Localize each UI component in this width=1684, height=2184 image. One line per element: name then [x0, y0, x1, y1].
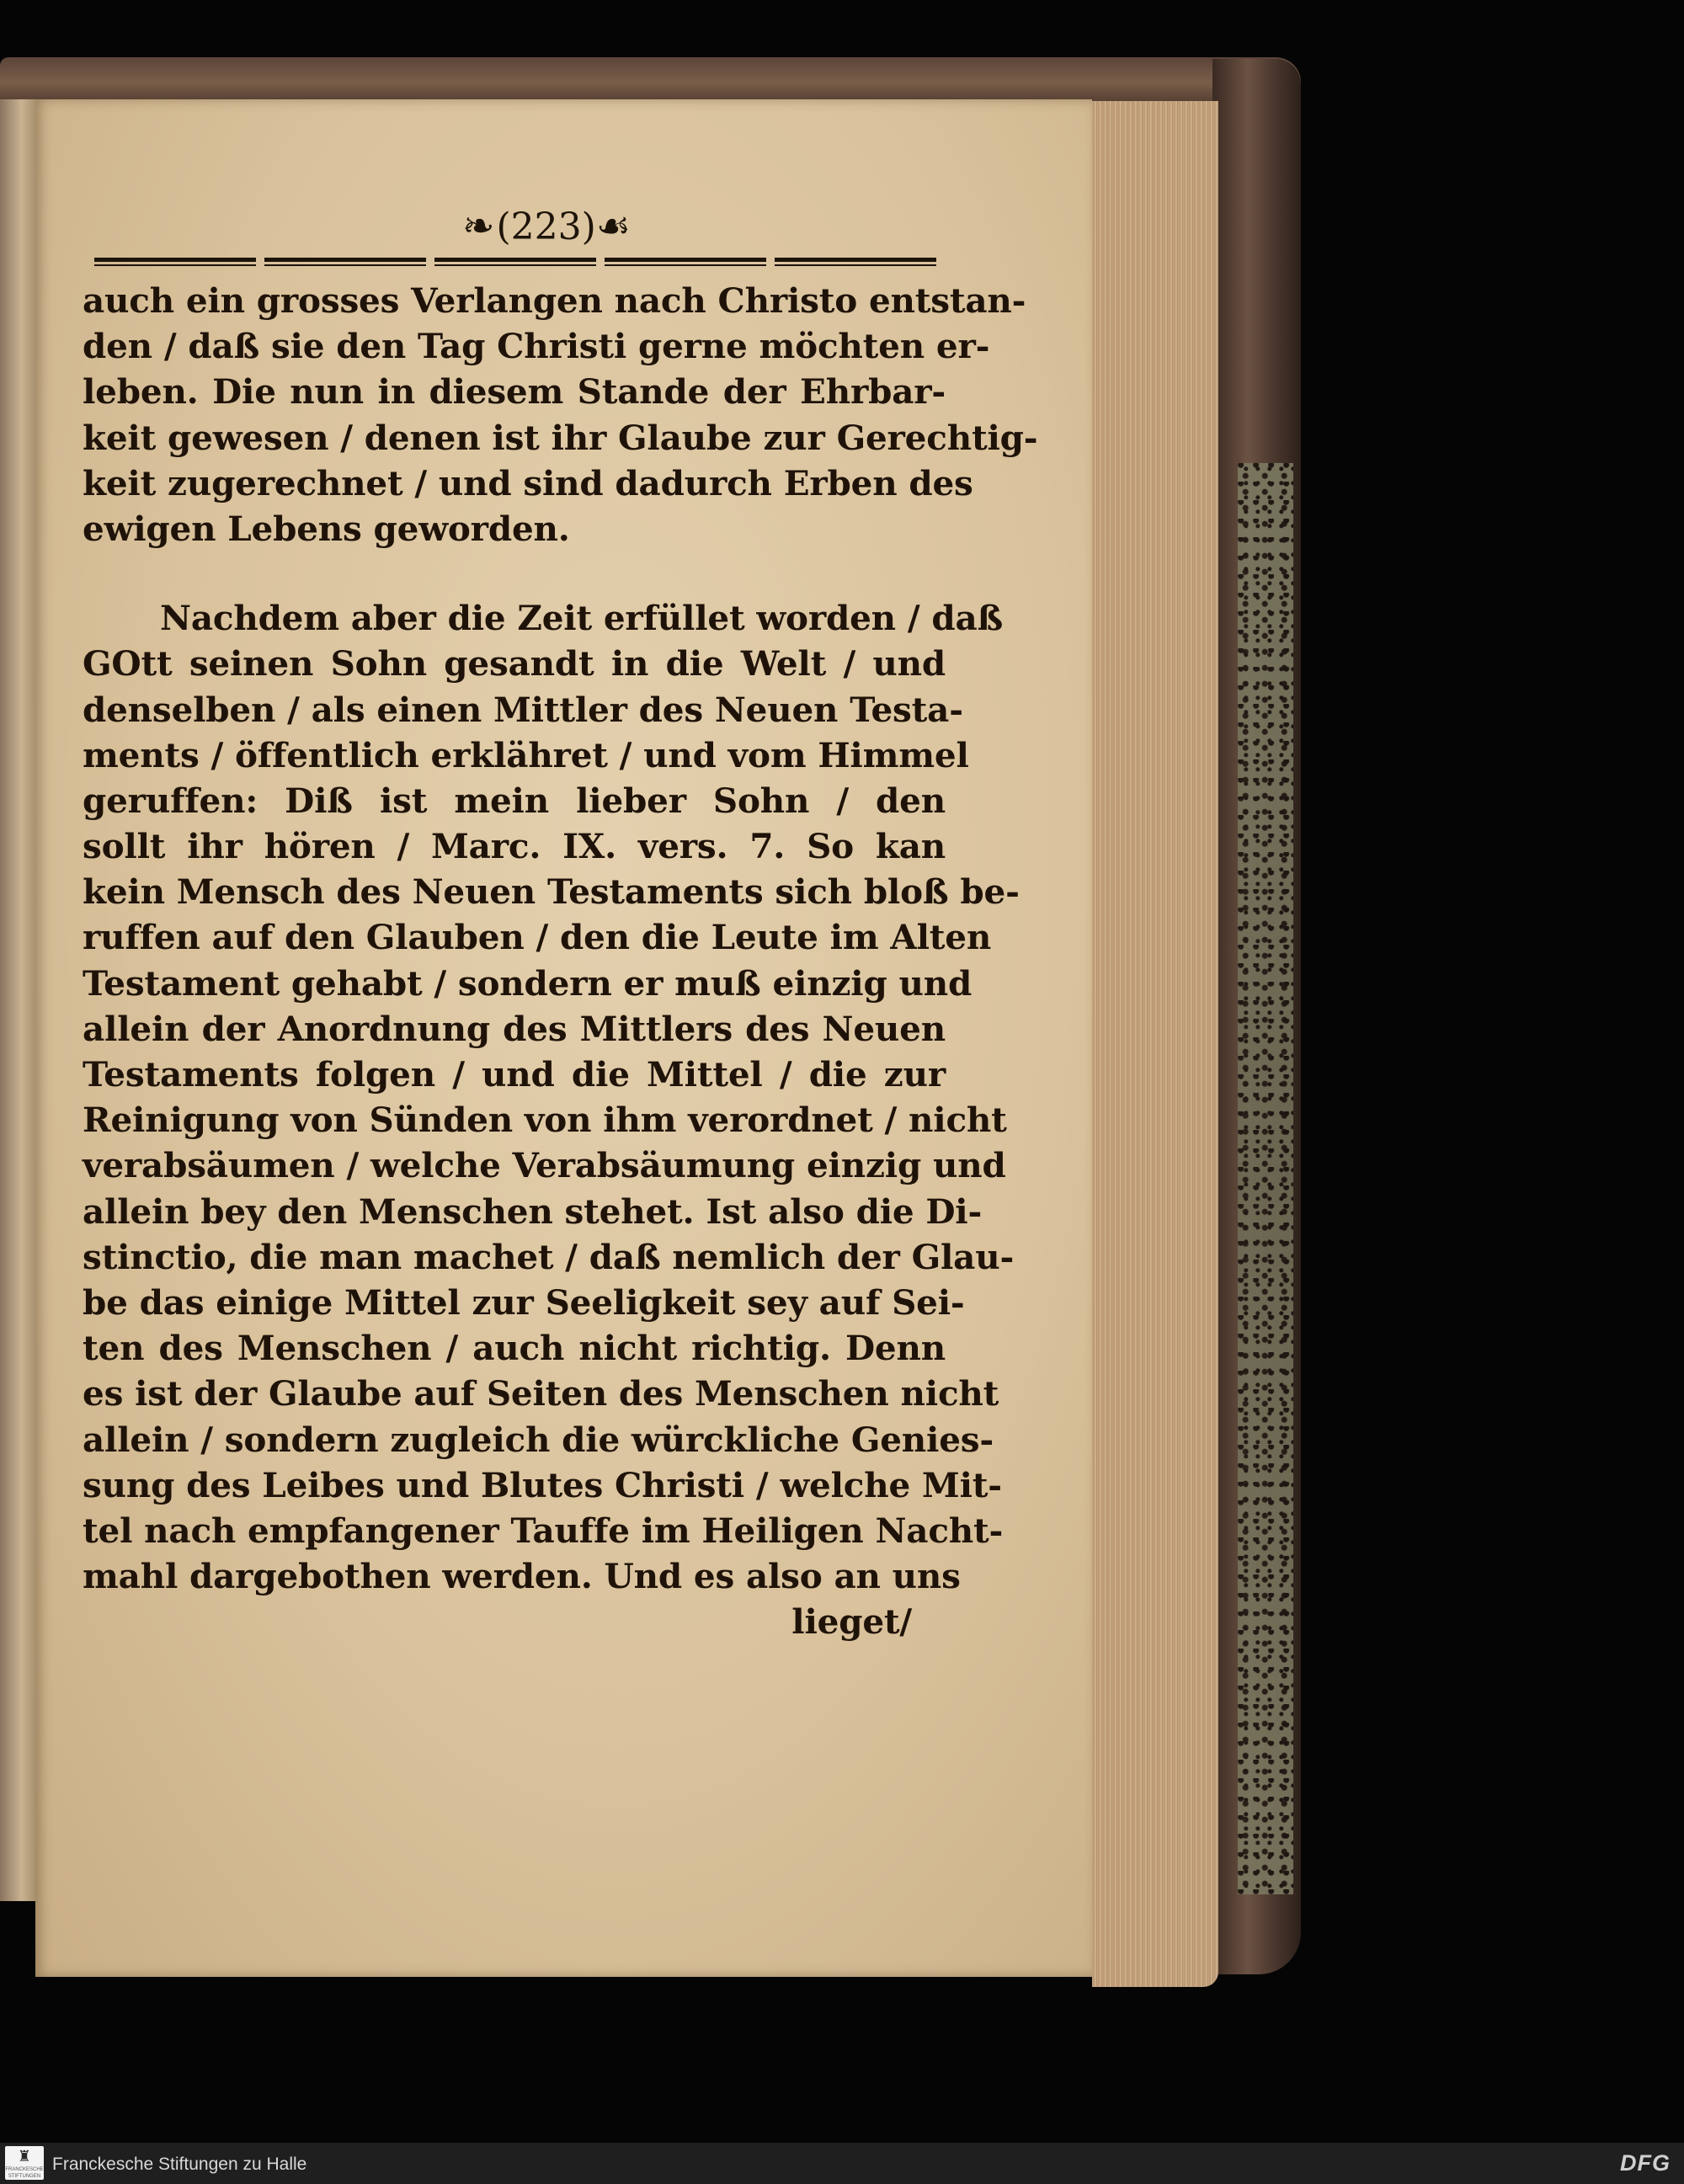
text-line: Testaments folgen / und die Mittel / die zur [83, 1054, 946, 1095]
text-line: keit zugerechnet / und sind dadurch Erben des [83, 462, 973, 503]
dfg-logo: DFG [1620, 2150, 1671, 2176]
logo-text: FRANCKESCHE STIFTUNGEN [5, 2167, 44, 2179]
text-line: leben. Die nun in diesem Stande der Ehrbar- [83, 371, 946, 413]
text-line: allein bey den Menschen stehet. Ist also die Di- [83, 1191, 983, 1232]
logo-mark-icon: ♜ [17, 2148, 32, 2165]
text-line: es ist der Glaube auf Seiten des Menschen nicht [83, 1373, 999, 1414]
marbled-cover [1238, 463, 1293, 1894]
text-line: verabsäumen / welche Verabsäumung einzig und [83, 1145, 1006, 1186]
text-line: allein der Anordnung des Mittlers des Neuen [83, 1008, 946, 1049]
text-line: kein Mensch des Neuen Testaments sich bloß be- [83, 871, 1020, 913]
institution-name: Franckesche Stiftungen zu Halle [52, 2155, 307, 2174]
text-line: auch ein grosses Verlangen nach Christo entstan- [83, 280, 1026, 321]
book-cover-right [1212, 59, 1301, 1974]
text-line: ments / öffentlich erklähret / und vom Himmel [83, 734, 969, 775]
header-rule [94, 258, 936, 268]
viewer-footer [0, 2143, 1684, 2184]
text-line: stinctio, die man machet / daß nemlich der Glau- [83, 1236, 1015, 1277]
text-line: ewigen Lebens geworden. [83, 508, 570, 549]
text-line: be das einige Mittel zur Seeligkeit sey auf Sei- [83, 1281, 965, 1323]
text-line: mahl dargebothen werden. Und es also an uns [83, 1556, 961, 1597]
left-page-edge [0, 99, 35, 1901]
text-line: Reinigung von Sünden von ihm verordnet / nicht [83, 1100, 1007, 1141]
text-line: Testament gehabt / sondern er muß einzig und [83, 962, 973, 1004]
page-edges [1092, 101, 1218, 1987]
text-line: ruffen auf den Glauben / den die Leute im Alten [83, 917, 992, 958]
text-line: tel nach empfangener Tauffe im Heiligen Nacht- [83, 1510, 1004, 1551]
text-line: keit gewesen / denen ist ihr Glaube zur Gerechtig- [83, 417, 1038, 458]
institution-logo [5, 2146, 44, 2180]
ornament-left-icon: ❧ [461, 203, 497, 248]
text-line: geruffen: Diß ist mein lieber Sohn / den [83, 780, 946, 821]
page-number: (223) [496, 205, 596, 248]
page-header [396, 200, 699, 251]
page-text [83, 278, 1038, 1644]
text-line: ten des Menschen / auch nicht richtig. Denn [83, 1328, 946, 1369]
text-line: GOtt seinen Sohn gesandt in die Welt / und [83, 643, 946, 684]
text-line: Nachdem aber die Zeit erfüllet worden / daß [160, 598, 1004, 639]
text-line: allein / sondern zugleich die würckliche Genies- [83, 1419, 994, 1460]
text-line: denselben / als einen Mittler des Neuen Testa- [83, 689, 963, 730]
text-line: den / daß sie den Tag Christi gerne möchten er- [83, 326, 990, 367]
text-line: sollt ihr hören / Marc. IX. vers. 7. So kan [83, 826, 946, 867]
text-line: sung des Leibes und Blutes Christi / welche Mit- [83, 1464, 1002, 1505]
ornament-right-icon: ☙ [595, 203, 633, 248]
catchword: lieget/ [791, 1601, 912, 1643]
